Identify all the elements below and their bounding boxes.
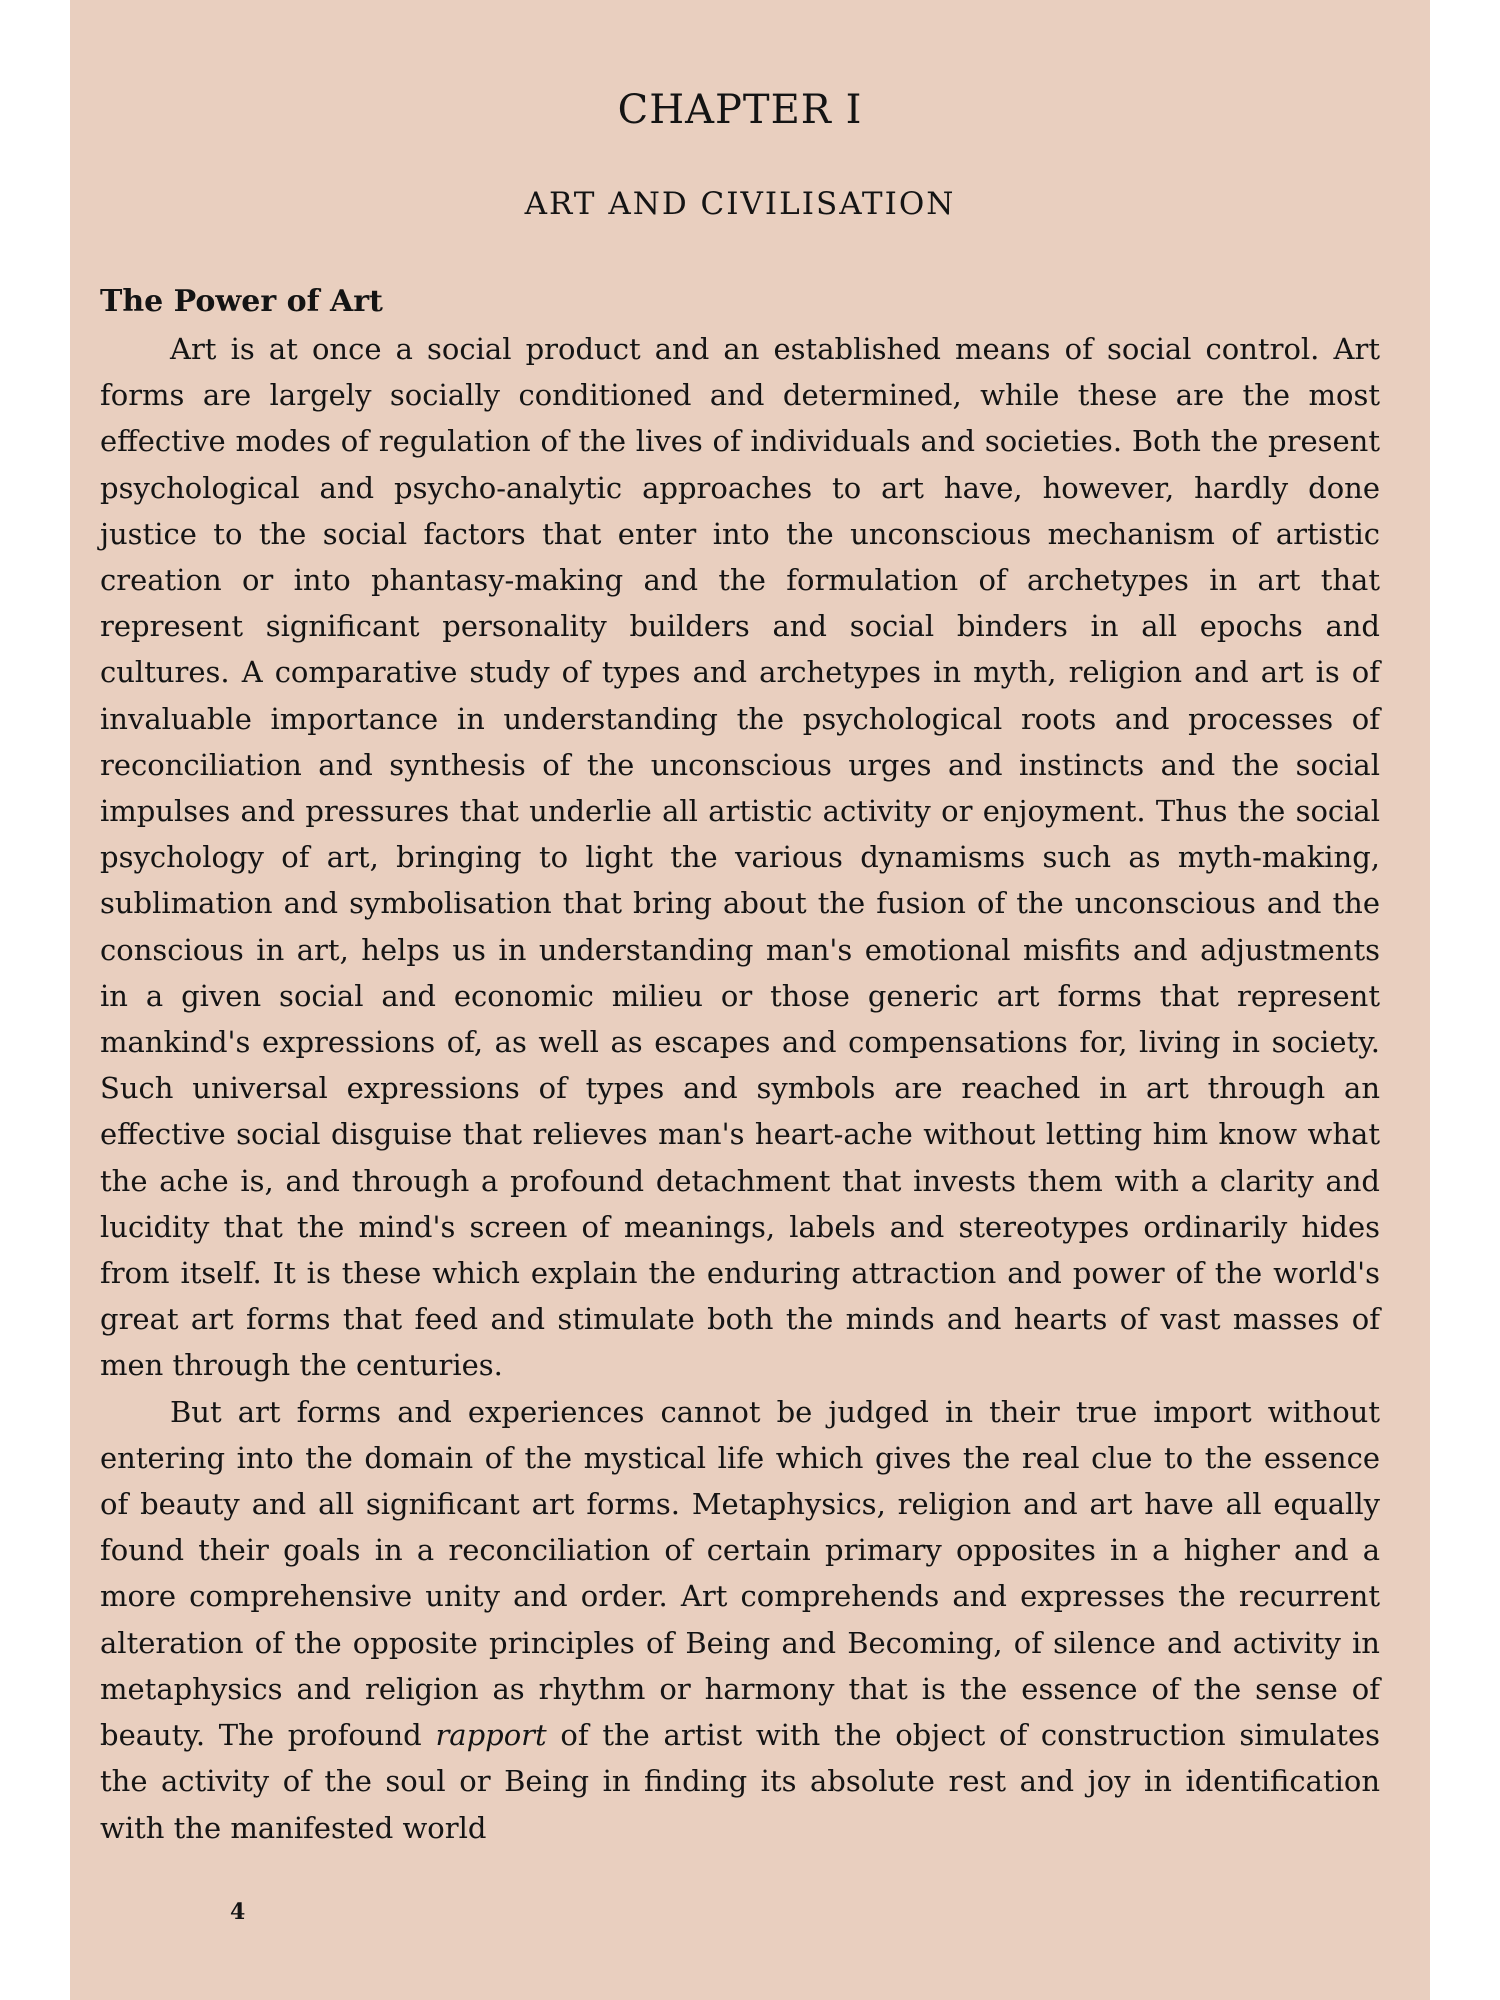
- body-text: [100, 326, 1380, 1851]
- paragraph: But art forms and experiences cannot be judged in their true import without entering into the domain of the mystical life which gives the real clue to the essence of beauty and all significant art forms. Metaphysics, religion and art have all equally found their goals in a reconciliation of certain primary opposites in a higher and a more comprehensive unity and order. Art comprehends and expresses the recurrent alteration of the opposite principles of Being and Becoming, of silence and activity in metaphysics and religion as rhythm or harmony that is the essence of the sense of beauty. The profound rapport of the artist with the object of construction simulates the activity of the soul or Being in finding its absolute rest and joy in identification with the manifested world: [100, 1394, 1380, 1845]
- section-heading: The Power of Art: [100, 284, 383, 319]
- book-page: [70, 0, 1430, 2000]
- paragraph: Art is at once a social product and an established means of social control. Art forms are largely socially conditioned and determined, while these are the most effective modes of regulation of the lives of individuals and societies. Both the present psychological and psycho-analytic approaches to art have, however, hardly done justice to the social factors that enter into the unconscious mechanism of artistic creation or into phantasy-making and the formulation of archetypes in art that represent significant personality builders and social binders in all epochs and cultures. A comparative study of types and archetypes in myth, religion and art is of invaluable importance in understanding the psychological roots and processes of reconciliation and synthesis of the unconscious urges and instincts and the social impulses and pressures that underlie all artistic activity or enjoyment. Thus the social psychology of art, bringing to light the various dynamisms such as myth-making, sublimation and symbolisation that bring about the fusion of the unconscious and the conscious in art, helps us in understanding man's emotional misfits and adjustments in a given social and economic milieu or those generic art forms that represent mankind's expressions of, as well as escapes and compensations for, living in society. Such universal expressions of types and symbols are reached in art through an effective social disguise that relieves man's heart-ache without letting him know what the ache is, and through a profound detachment that invests them with a clarity and lucidity that the mind's screen of meanings, labels and stereotypes ordinarily hides from itself. It is these which explain the enduring attraction and power of the world's great art forms that feed and stimulate both the minds and hearts of vast masses of men through the centuries.: [100, 332, 1380, 1383]
- page-number: 4: [230, 1899, 246, 1925]
- chapter-label: CHAPTER I: [617, 87, 863, 133]
- chapter-title: ART AND CIVILISATION: [524, 186, 956, 222]
